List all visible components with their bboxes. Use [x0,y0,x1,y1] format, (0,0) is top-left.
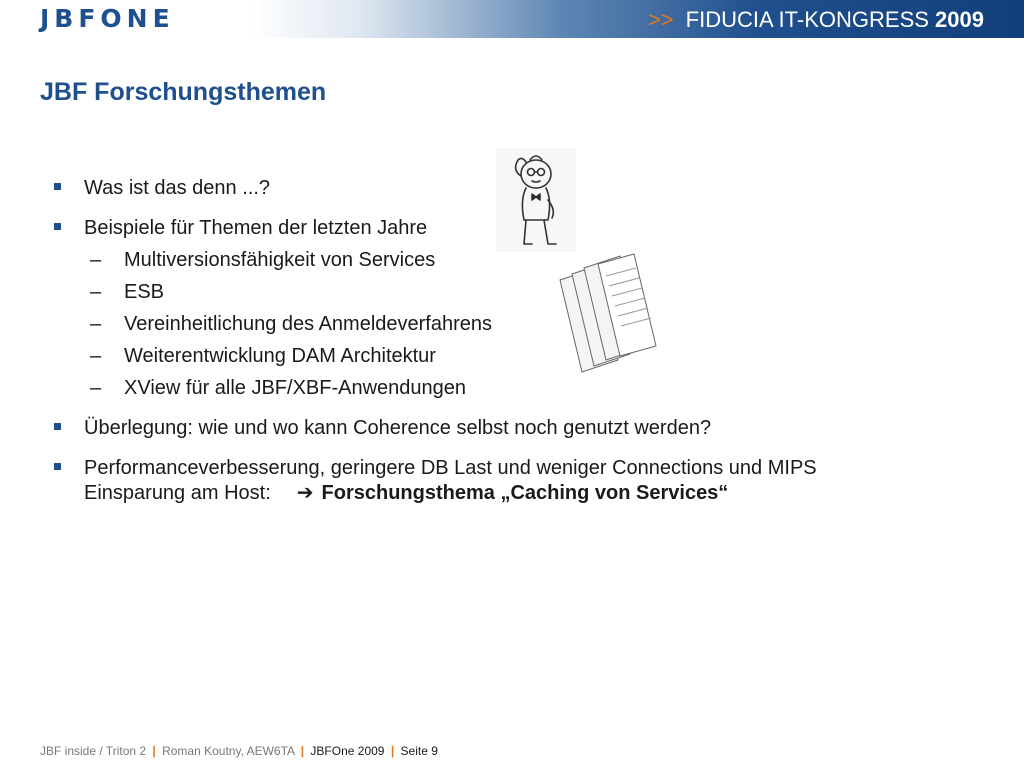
congress-banner [648,6,984,34]
dash-icon: – [90,377,102,399]
footer-event: JBF inside / Triton 2 [40,744,147,758]
research-topic-text: Forschungsthema „Caching von Services“ [321,482,729,504]
slide-content [52,176,952,521]
bullet-item [52,456,952,505]
sub-item-text: ESB [124,281,165,303]
footer-page: Seite 9 [400,744,438,758]
footer-brand: JBFOne 2009 [310,744,385,758]
footer-separator: | [152,744,156,758]
footer-separator: | [300,744,305,758]
bullet-text: Beispiele für Themen der letzten Jahre [84,217,428,239]
square-bullet-icon [54,223,61,230]
sub-list-item [84,376,952,400]
footer [40,744,438,758]
sub-list-item [84,280,952,304]
bullet-item [52,176,952,200]
bullet-item [52,216,952,400]
dash-icon: – [90,345,102,367]
sub-list-item [84,344,952,368]
dash-icon: – [90,249,102,271]
sub-item-text: Multiversionsfähigkeit von Services [124,249,436,271]
sub-list-item [84,248,952,272]
sub-item-text: Weiterentwicklung DAM Architektur [124,345,436,367]
sub-list [84,248,952,400]
congress-year: 2009 [935,7,984,32]
sub-item-text: Vereinheitlichung des Anmeldeverfahrens [124,313,493,335]
bullet-item [52,416,952,440]
sub-item-text: XView für alle JBF/XBF-Anwendungen [124,377,467,399]
square-bullet-icon [54,463,61,470]
line2-prefix: Einsparung am Host: [84,482,271,504]
bullet-text: Überlegung: wie und wo kann Coherence selbst noch genutzt werden? [84,417,712,439]
double-arrow-icon: >> [647,7,674,32]
page-title: JBF Forschungsthemen [40,78,327,106]
bullet-text-line2 [84,480,952,505]
jbfone-logo: JBFONE [40,4,175,33]
congress-name: FIDUCIA IT-KONGRESS [685,7,929,32]
right-arrow-icon: ➔ [296,480,314,504]
bullet-text-line1: Performanceverbesserung, geringere DB Last und weniger Connections und MIPS [84,457,817,479]
dash-icon: – [90,313,102,335]
dash-icon: – [90,281,102,303]
bullet-text: Was ist das denn ...? [84,177,271,199]
footer-separator: | [390,744,395,758]
square-bullet-icon [54,423,61,430]
square-bullet-icon [54,183,61,190]
footer-author: Roman Koutny, AEW6TA [162,744,295,758]
sub-list-item [84,312,952,336]
